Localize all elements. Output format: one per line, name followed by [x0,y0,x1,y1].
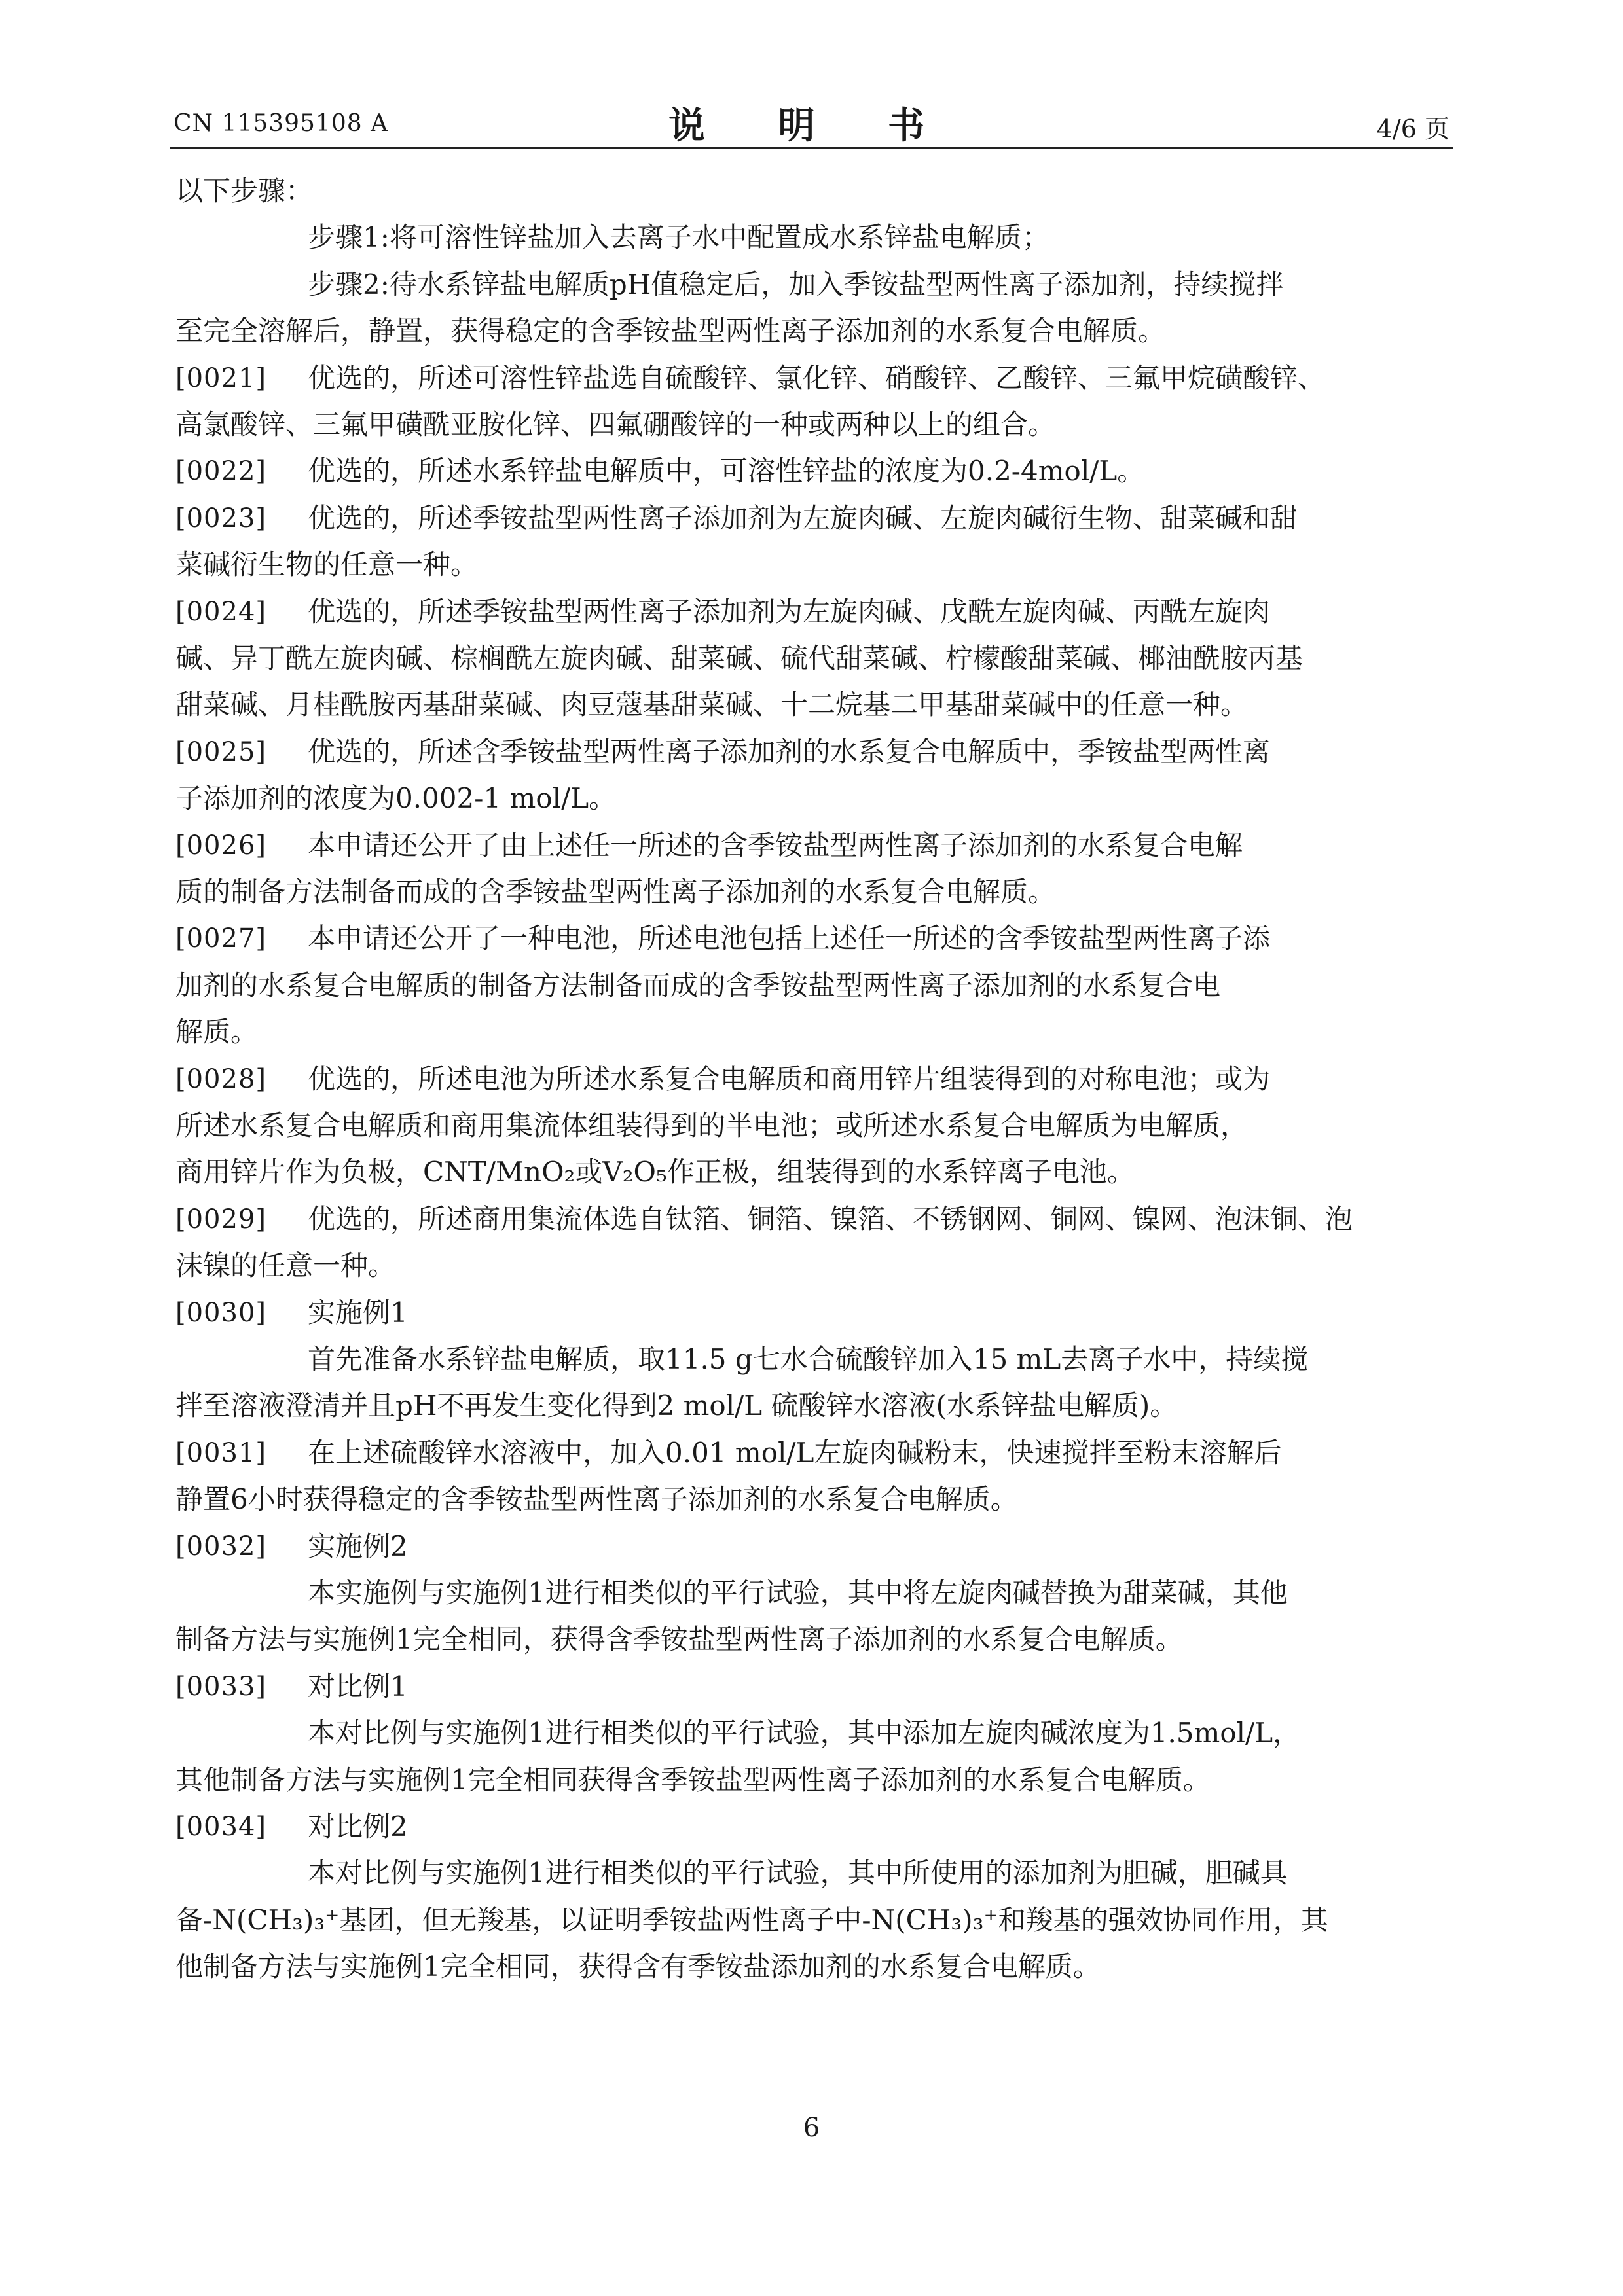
text-line: 静置6小时获得稳定的含季铵盐型两性离子添加剂的水系复合电解质。 [175,1483,1018,1516]
paragraph-number: [0033] [175,1671,267,1702]
text-line: 优选的，所述商用集流体选自钛箔、铜箔、镍箔、不锈钢网、铜网、镍网、泡沫铜、泡 [308,1202,1353,1235]
text-line: 实施例2 [308,1530,408,1562]
text-line: 制备方法与实施例1完全相同，获得含季铵盐型两性离子添加剂的水系复合电解质。 [175,1623,1183,1656]
text-line: 优选的，所述电池为所述水系复合电解质和商用锌片组装得到的对称电池；或为 [308,1062,1271,1095]
text-line: 备-N(CH₃)₃⁺基团，但无羧基，以证明季铵盐两性离子中-N(CH₃)₃⁺和羧基的强效协同作用，其 [175,1903,1328,1936]
paragraph-number: [0025] [175,736,267,767]
paragraph-number: [0024] [175,596,267,627]
text-line: 优选的，所述含季铵盐型两性离子添加剂的水系复合电解质中，季铵盐型两性离 [308,735,1271,768]
text-line: 本实施例与实施例1进行相类似的平行试验，其中将左旋肉碱替换为甜菜碱，其他 [308,1577,1288,1609]
paragraph-number: [0027] [175,924,267,954]
text-line: 子添加剂的浓度为0.002-1 mol/L。 [175,782,617,815]
text-line: 高氯酸锌、三氟甲磺酰亚胺化锌、四氟硼酸锌的一种或两种以上的组合。 [175,408,1056,440]
text-line: 沫镍的任意一种。 [175,1249,396,1282]
text-line: 解质。 [175,1016,259,1049]
paragraph-number: [0034] [175,1812,267,1842]
paragraph-number: [0023] [175,503,267,533]
text-line: 优选的，所述季铵盐型两性离子添加剂为左旋肉碱、左旋肉碱衍生物、甜菜碱和甜 [308,501,1298,534]
paragraph-number: [0030] [175,1297,267,1328]
text-line: 拌至溶液澄清并且pH不再发生变化得到2 mol/L 硫酸锌水溶液(水系锌盐电解质)。 [175,1390,1178,1422]
text-line: 质的制备方法制备而成的含季铵盐型两性离子添加剂的水系复合电解质。 [175,876,1056,908]
paragraph-number: [0029] [175,1204,267,1234]
text-line: 菜碱衍生物的任意一种。 [175,548,479,581]
text-line: 优选的，所述季铵盐型两性离子添加剂为左旋肉碱、戊酰左旋肉碱、丙酰左旋肉 [308,595,1271,628]
text-line: 甜菜碱、月桂酰胺丙基甜菜碱、肉豆蔻基甜菜碱、十二烷基二甲基甜菜碱中的任意一种。 [175,689,1249,721]
paragraph-number: [0026] [175,830,267,861]
text-line: 对比例1 [308,1670,408,1702]
text-line: 以下步骤： [175,175,314,207]
text-line: 加剂的水系复合电解质的制备方法制备而成的含季铵盐型两性离子添加剂的水系复合电 [175,969,1221,1001]
text-line: 优选的，所述水系锌盐电解质中，可溶性锌盐的浓度为0.2-4mol/L。 [308,455,1145,488]
text-line: 优选的，所述可溶性锌盐选自硫酸锌、氯化锌、硝酸锌、乙酸锌、三氟甲烷磺酸锌、 [308,361,1326,394]
paragraph-number: [0021] [175,363,267,393]
text-line: 本申请还公开了一种电池，所述电池包括上述任一所述的含季铵盐型两性离子添 [308,922,1271,955]
text-line: 本对比例与实施例1进行相类似的平行试验，其中添加左旋肉碱浓度为1.5mol/L， [308,1717,1301,1749]
text-line: 步骤1:将可溶性锌盐加入去离子水中配置成水系锌盐电解质； [308,221,1049,254]
paragraph-number: [0032] [175,1531,267,1562]
text-line: 所述水系复合电解质和商用集流体组装得到的半电池；或所述水系复合电解质为电解质， [175,1109,1249,1141]
text-line: 他制备方法与实施例1完全相同，获得含有季铵盐添加剂的水系复合电解质。 [175,1950,1101,1983]
text-line: 本对比例与实施例1进行相类似的平行试验，其中所使用的添加剂为胆碱，胆碱具 [308,1857,1288,1890]
page-indicator: 4/6 页 [1376,115,1450,143]
publication-number: CN 115395108 A [173,110,389,137]
text-line: 在上述硫酸锌水溶液中，加入0.01 mol/L左旋肉碱粉末，快速搅拌至粉末溶解后 [308,1436,1282,1469]
page-number: 6 [803,2113,820,2143]
text-line: 对比例2 [308,1810,408,1842]
text-line: 首先准备水系锌盐电解质，取11.5 g七水合硫酸锌加入15 mL去离子水中，持续搅 [308,1343,1309,1375]
page-title: 说 明 书 [668,104,955,147]
header-rule [170,147,1453,149]
text-line: 其他制备方法与实施例1完全相同获得含季铵盐型两性离子添加剂的水系复合电解质。 [175,1763,1211,1796]
text-line: 实施例1 [308,1296,408,1329]
text-line: 至完全溶解后，静置，获得稳定的含季铵盐型两性离子添加剂的水系复合电解质。 [175,315,1166,348]
paragraph-number: [0028] [175,1064,267,1094]
text-line: 商用锌片作为负极，CNT/MnO₂或V₂O₅作正极，组装得到的水系锌离子电池。 [175,1156,1135,1189]
paragraph-number: [0022] [175,456,267,487]
text-line: 本申请还公开了由上述任一所述的含季铵盐型两性离子添加剂的水系复合电解 [308,829,1243,861]
text-line: 步骤2:待水系锌盐电解质pH值稳定后，加入季铵盐型两性离子添加剂，持续搅拌 [308,268,1284,300]
text-line: 碱、异丁酰左旋肉碱、棕榈酰左旋肉碱、甜菜碱、硫代甜菜碱、柠檬酸甜菜碱、椰油酰胺丙基 [175,642,1304,674]
paragraph-number: [0031] [175,1437,267,1468]
